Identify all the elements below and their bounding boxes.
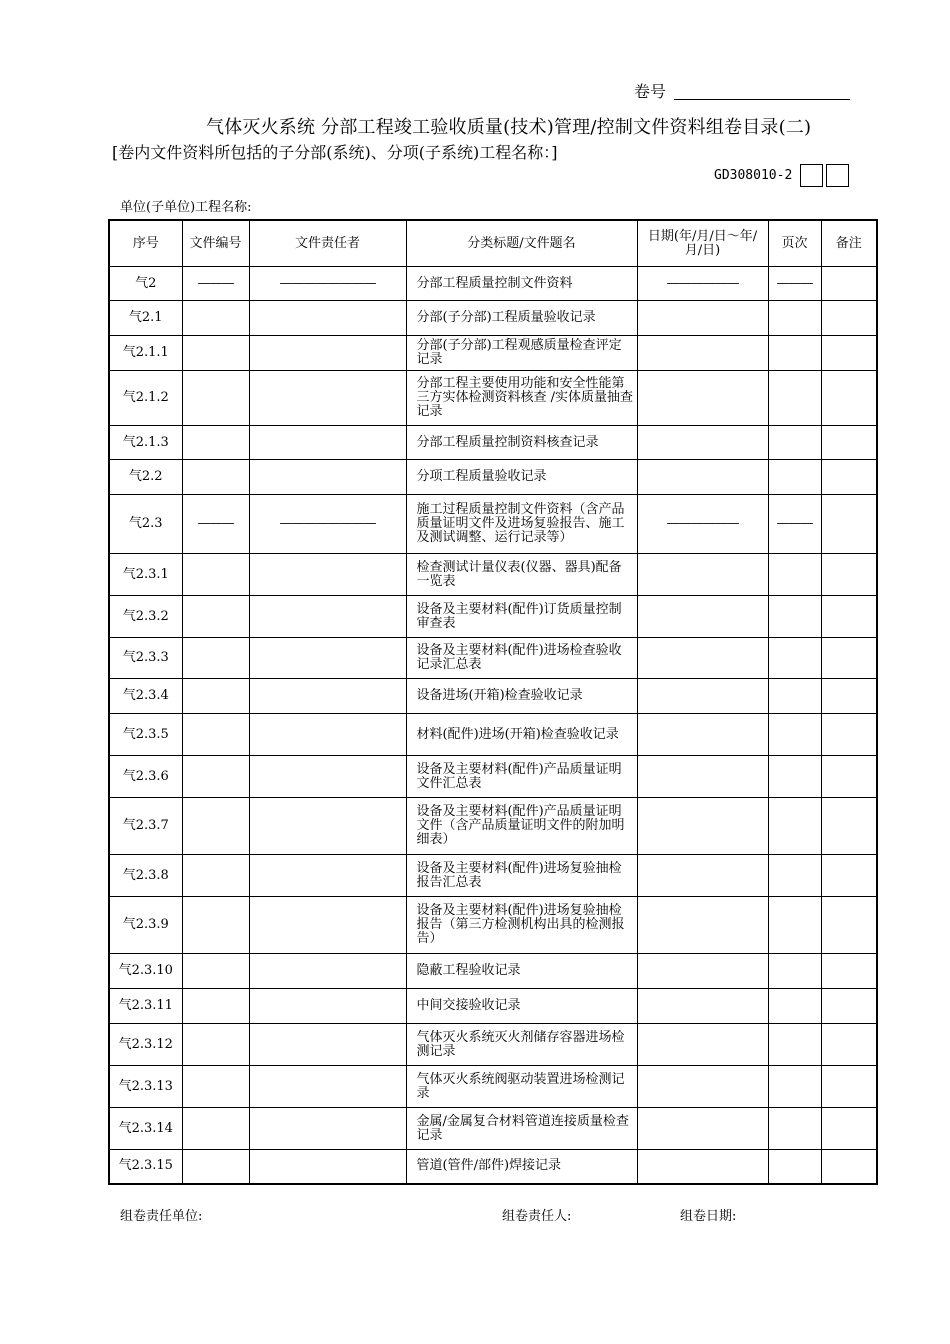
row-file-no xyxy=(182,301,249,336)
row-owner xyxy=(249,301,406,336)
row-title: 设备及主要材料(配件)订货质量控制审查表 xyxy=(406,596,637,638)
row-date xyxy=(637,1024,768,1066)
row-file-no xyxy=(182,714,249,756)
row-date xyxy=(637,371,768,426)
row-date xyxy=(637,1150,768,1184)
row-owner xyxy=(249,460,406,495)
row-no: 气2.1.2 xyxy=(109,371,182,426)
row-owner xyxy=(249,1108,406,1150)
row-owner xyxy=(249,897,406,954)
row-note xyxy=(821,679,877,714)
row-title: 隐蔽工程验收记录 xyxy=(406,954,637,989)
row-owner xyxy=(249,638,406,679)
table-row xyxy=(109,714,877,756)
row-date: —————— xyxy=(637,495,768,554)
row-note xyxy=(821,371,877,426)
row-note xyxy=(821,596,877,638)
row-note xyxy=(821,798,877,855)
row-note xyxy=(821,638,877,679)
row-note xyxy=(821,301,877,336)
row-pages xyxy=(768,989,821,1024)
row-date xyxy=(637,1066,768,1108)
row-owner xyxy=(249,954,406,989)
form-code: GD308010-2 xyxy=(714,168,793,183)
row-pages xyxy=(768,679,821,714)
row-pages xyxy=(768,897,821,954)
table-row xyxy=(109,897,877,954)
row-pages xyxy=(768,714,821,756)
row-no: 气2.3.9 xyxy=(109,897,182,954)
row-pages: ——— xyxy=(768,495,821,554)
row-owner xyxy=(249,855,406,897)
table-row xyxy=(109,426,877,460)
row-date xyxy=(637,714,768,756)
col-header-file-no: 文件编号 xyxy=(182,220,249,267)
row-date xyxy=(637,855,768,897)
row-note xyxy=(821,1066,877,1108)
row-no: 气2 xyxy=(109,267,182,301)
table-row xyxy=(109,596,877,638)
row-owner xyxy=(249,756,406,798)
table-row xyxy=(109,554,877,596)
row-pages xyxy=(768,1066,821,1108)
row-pages xyxy=(768,638,821,679)
table-row xyxy=(109,1066,877,1108)
row-title: 分部工程质量控制文件资料 xyxy=(406,267,637,301)
table-row xyxy=(109,756,877,798)
row-no: 气2.1 xyxy=(109,301,182,336)
table-row xyxy=(109,855,877,897)
row-pages xyxy=(768,954,821,989)
row-no: 气2.1.3 xyxy=(109,426,182,460)
row-file-no: ——— xyxy=(182,267,249,301)
row-file-no xyxy=(182,954,249,989)
code-box-2 xyxy=(826,164,849,187)
row-no: 气2.3.10 xyxy=(109,954,182,989)
row-no: 气2.3.3 xyxy=(109,638,182,679)
row-no: 气2.3.7 xyxy=(109,798,182,855)
footer-person-label: 组卷责任人: xyxy=(502,1209,572,1224)
row-file-no xyxy=(182,679,249,714)
row-title: 设备及主要材料(配件)进场复验抽检报告（第三方检测机构出具的检测报告） xyxy=(406,897,637,954)
row-owner xyxy=(249,336,406,371)
row-title: 材料(配件)进场(开箱)检查验收记录 xyxy=(406,714,637,756)
row-owner xyxy=(249,989,406,1024)
row-owner xyxy=(249,426,406,460)
row-date xyxy=(637,638,768,679)
row-no: 气2.3.14 xyxy=(109,1108,182,1150)
row-title: 管道(管件/部件)焊接记录 xyxy=(406,1150,637,1184)
row-no: 气2.3.11 xyxy=(109,989,182,1024)
row-file-no xyxy=(182,336,249,371)
row-file-no xyxy=(182,1150,249,1184)
table-header-row xyxy=(109,220,877,267)
page-title: 气体灭火系统 分部工程竣工验收质量(技术)管理/控制文件资料组卷目录(二) xyxy=(206,117,812,138)
row-no: 气2.3.4 xyxy=(109,679,182,714)
row-title: 设备及主要材料(配件)进场检查验收记录汇总表 xyxy=(406,638,637,679)
row-owner xyxy=(249,679,406,714)
row-pages xyxy=(768,1108,821,1150)
table-row xyxy=(109,989,877,1024)
row-pages: ——— xyxy=(768,267,821,301)
row-owner xyxy=(249,798,406,855)
row-file-no xyxy=(182,638,249,679)
row-note xyxy=(821,426,877,460)
row-file-no xyxy=(182,1024,249,1066)
table-row xyxy=(109,495,877,554)
row-pages xyxy=(768,1150,821,1184)
row-pages xyxy=(768,855,821,897)
row-date xyxy=(637,554,768,596)
row-no: 气2.3 xyxy=(109,495,182,554)
row-pages xyxy=(768,426,821,460)
row-no: 气2.1.1 xyxy=(109,336,182,371)
table-row xyxy=(109,336,877,371)
row-pages xyxy=(768,554,821,596)
row-file-no xyxy=(182,371,249,426)
volume-number-line xyxy=(674,99,850,100)
table-row xyxy=(109,371,877,426)
row-date xyxy=(637,301,768,336)
row-title: 设备及主要材料(配件)进场复验抽检报告汇总表 xyxy=(406,855,637,897)
row-title: 分部工程质量控制资料核查记录 xyxy=(406,426,637,460)
row-date xyxy=(637,897,768,954)
code-box-1 xyxy=(800,164,823,187)
row-note xyxy=(821,855,877,897)
table-row xyxy=(109,460,877,495)
row-owner xyxy=(249,1066,406,1108)
row-date xyxy=(637,954,768,989)
row-note xyxy=(821,897,877,954)
row-title: 检查测试计量仪表(仪器、器具)配备一览表 xyxy=(406,554,637,596)
row-note xyxy=(821,954,877,989)
row-owner: ———————— xyxy=(249,495,406,554)
row-note xyxy=(821,460,877,495)
row-title: 分部(子分部)工程观感质量检查评定记录 xyxy=(406,336,637,371)
table-row xyxy=(109,1024,877,1066)
row-no: 气2.3.15 xyxy=(109,1150,182,1184)
row-pages xyxy=(768,756,821,798)
row-title: 气体灭火系统灭火剂储存容器进场检测记录 xyxy=(406,1024,637,1066)
row-title: 设备进场(开箱)检查验收记录 xyxy=(406,679,637,714)
row-owner xyxy=(249,371,406,426)
row-title: 金属/金属复合材料管道连接质量检查记录 xyxy=(406,1108,637,1150)
row-file-no xyxy=(182,554,249,596)
row-note xyxy=(821,495,877,554)
row-note xyxy=(821,714,877,756)
table-row xyxy=(109,1150,877,1184)
table-row xyxy=(109,954,877,989)
row-note xyxy=(821,267,877,301)
row-file-no xyxy=(182,426,249,460)
table-row xyxy=(109,1108,877,1150)
row-no: 气2.3.5 xyxy=(109,714,182,756)
row-date: —————— xyxy=(637,267,768,301)
row-note xyxy=(821,1108,877,1150)
footer-unit-label: 组卷责任单位: xyxy=(120,1209,203,1224)
row-note xyxy=(821,989,877,1024)
row-pages xyxy=(768,596,821,638)
row-no: 气2.3.12 xyxy=(109,1024,182,1066)
row-pages xyxy=(768,798,821,855)
row-owner xyxy=(249,1024,406,1066)
table-row xyxy=(109,679,877,714)
row-date xyxy=(637,989,768,1024)
row-file-no xyxy=(182,1108,249,1150)
row-file-no xyxy=(182,897,249,954)
col-header-note: 备注 xyxy=(821,220,877,267)
col-header-date: 日期(年/月/日～年/月/日) xyxy=(637,220,768,267)
row-file-no xyxy=(182,460,249,495)
row-file-no xyxy=(182,1066,249,1108)
row-pages xyxy=(768,1024,821,1066)
row-owner: ———————— xyxy=(249,267,406,301)
row-owner xyxy=(249,1150,406,1184)
row-no: 气2.3.8 xyxy=(109,855,182,897)
row-no: 气2.3.6 xyxy=(109,756,182,798)
row-note xyxy=(821,756,877,798)
row-file-no xyxy=(182,798,249,855)
table-row xyxy=(109,267,877,301)
row-owner xyxy=(249,714,406,756)
row-date xyxy=(637,1108,768,1150)
row-pages xyxy=(768,460,821,495)
row-pages xyxy=(768,336,821,371)
row-file-no xyxy=(182,596,249,638)
row-date xyxy=(637,426,768,460)
volume-label: 卷号 xyxy=(634,82,667,101)
col-header-owner: 文件责任者 xyxy=(249,220,406,267)
table-row xyxy=(109,301,877,336)
table-row xyxy=(109,638,877,679)
row-note xyxy=(821,1024,877,1066)
footer-date-label: 组卷日期: xyxy=(680,1209,737,1224)
row-pages xyxy=(768,371,821,426)
row-file-no: ——— xyxy=(182,495,249,554)
row-title: 设备及主要材料(配件)产品质量证明文件（含产品质量证明文件的附加明细表） xyxy=(406,798,637,855)
row-pages xyxy=(768,301,821,336)
row-title: 中间交接验收记录 xyxy=(406,989,637,1024)
row-owner xyxy=(249,554,406,596)
row-note xyxy=(821,554,877,596)
row-file-no xyxy=(182,989,249,1024)
row-no: 气2.3.13 xyxy=(109,1066,182,1108)
row-title: 分部(子分部)工程质量验收记录 xyxy=(406,301,637,336)
row-date xyxy=(637,596,768,638)
row-title: 分部工程主要使用功能和安全性能第三方实体检测资料核查 /实体质量抽查记录 xyxy=(406,371,637,426)
row-no: 气2.3.1 xyxy=(109,554,182,596)
row-title: 设备及主要材料(配件)产品质量证明文件汇总表 xyxy=(406,756,637,798)
row-title: 气体灭火系统阀驱动装置进场检测记录 xyxy=(406,1066,637,1108)
unit-project-label: 单位(子单位)工程名称: xyxy=(120,200,252,215)
row-note xyxy=(821,1150,877,1184)
row-date xyxy=(637,756,768,798)
row-no: 气2.2 xyxy=(109,460,182,495)
row-file-no xyxy=(182,756,249,798)
col-header-title: 分类标题/文件题名 xyxy=(406,220,637,267)
col-header-pages: 页次 xyxy=(768,220,821,267)
row-file-no xyxy=(182,855,249,897)
row-date xyxy=(637,460,768,495)
table-row xyxy=(109,798,877,855)
page-subtitle: [卷内文件资料所包括的子分部(系统)、分项(子系统)工程名称：] xyxy=(112,143,558,162)
catalog-table xyxy=(108,219,878,1185)
row-title: 施工过程质量控制文件资料（含产品质量证明文件及进场复验报告、施工及测试调整、运行记录等） xyxy=(406,495,637,554)
row-date xyxy=(637,798,768,855)
row-date xyxy=(637,679,768,714)
row-owner xyxy=(249,596,406,638)
row-title: 分项工程质量验收记录 xyxy=(406,460,637,495)
row-note xyxy=(821,336,877,371)
row-date xyxy=(637,336,768,371)
row-no: 气2.3.2 xyxy=(109,596,182,638)
col-header-no: 序号 xyxy=(109,220,182,267)
